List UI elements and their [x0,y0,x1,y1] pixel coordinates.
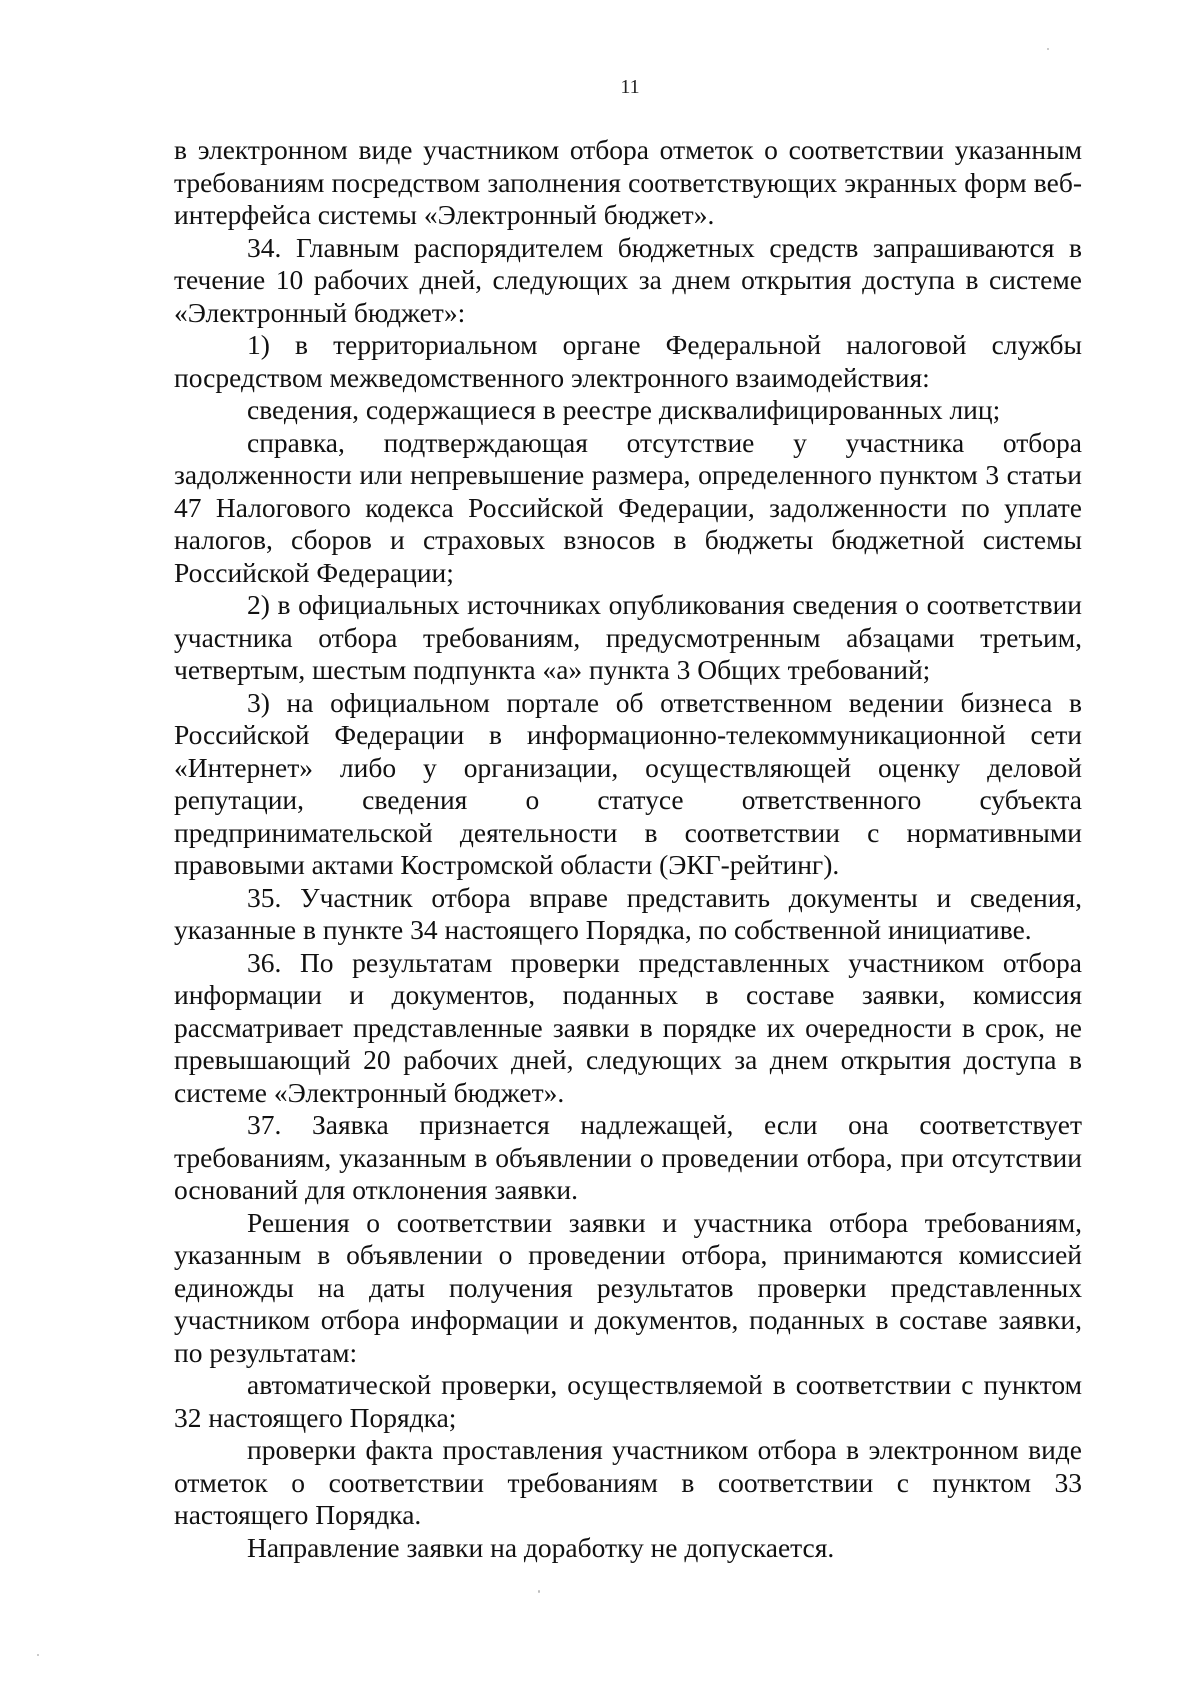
paragraph-34-item-1-disqualified: сведения, содержащиеся в реестре дисквалифицированных лиц; [247,394,1001,425]
paragraph-34-item-1-certificate: справка, подтверждающая отсутствие у участника отбора задолженности или непревышение размера, определенного пунктом 3 статьи 47 Налогового кодекса Российской Федерации, задолженности по уплате налогов, сборов и страховых взносов в бюджеты бюджетной системы Российской Федерации; [174,426,1082,588]
paragraph-marks-check: проверки факта проставления участником отбора в электронном виде отметок о соответствии требованиям в соответствии с пунктом 33 настоящего Порядка. [174,1434,1082,1530]
paragraph-automatic-check: автоматической проверки, осуществляемой в соответствии с пунктом 32 настоящего Порядка; [174,1369,1082,1433]
document-body [174,134,1082,1564]
paragraph-37: 37. Заявка признается надлежащей, если она соответствует требованиям, указанным в объявлении о проведении отбора, при отсутствии оснований для отклонения заявки. [174,1109,1082,1205]
paragraph-34-item-3: 3) на официальном портале об ответственном ведении бизнеса в Российской Федерации в информационно-телекоммуникационной сети «Интернет» либо у организации, осуществляющей оценку деловой репутации, сведения о статусе ответственного субъекта предпринимательской деятельности в соответствии с нормативными правовыми актами Костромской области (ЭКГ-рейтинг). [174,686,1082,880]
paragraph-no-revision: Направление заявки на доработку не допускается. [247,1531,835,1563]
paragraph-36: 36. По результатам проверки представленных участником отбора информации и документов, поданных в составе заявки, комиссия рассматривает представленные заявки в порядке их очередности в срок, не превышающий 20 рабочих дней, следующих за днем открытия доступа в системе «Электронный бюджет». [174,946,1082,1108]
paragraph-34-item-1: 1) в территориальном органе Федеральной налоговой службы посредством межведомственного электронного взаимодействия: [174,329,1082,393]
paragraph-34: 34. Главным распорядителем бюджетных средств запрашиваются в течение 10 рабочих дней, следующих за днем открытия доступа в системе «Электронный бюджет»: [174,231,1082,328]
paragraph-35: 35. Участник отбора вправе представить документы и сведения, указанные в пункте 34 настоящего Порядка, по собственной инициативе. [174,881,1082,945]
paragraph-continuation: в электронном виде участником отбора отметок о соответствии указанным требованиям посредством заполнения соответствующих экранных форм веб-интерфейса системы «Электронный бюджет». [174,134,1082,230]
page-number: 11 [620,76,640,98]
scan-speck [538,1590,540,1593]
scan-speck [37,1654,39,1656]
paragraph-decisions: Решения о соответствии заявки и участника отбора требованиям, указанным в объявлении о проведении отбора, принимаются комиссией единожды на даты получения результатов проверки представленных участником отбора информации и документов, поданных в составе заявки, по результатам: [174,1206,1082,1368]
paragraph-34-item-2: 2) в официальных источниках опубликования сведения о соответствии участника отбора требованиям, предусмотренным абзацами третьим, четвертым, шестым подпункта «а» пункта 3 Общих требований; [174,589,1082,685]
scan-speck [1047,48,1049,50]
